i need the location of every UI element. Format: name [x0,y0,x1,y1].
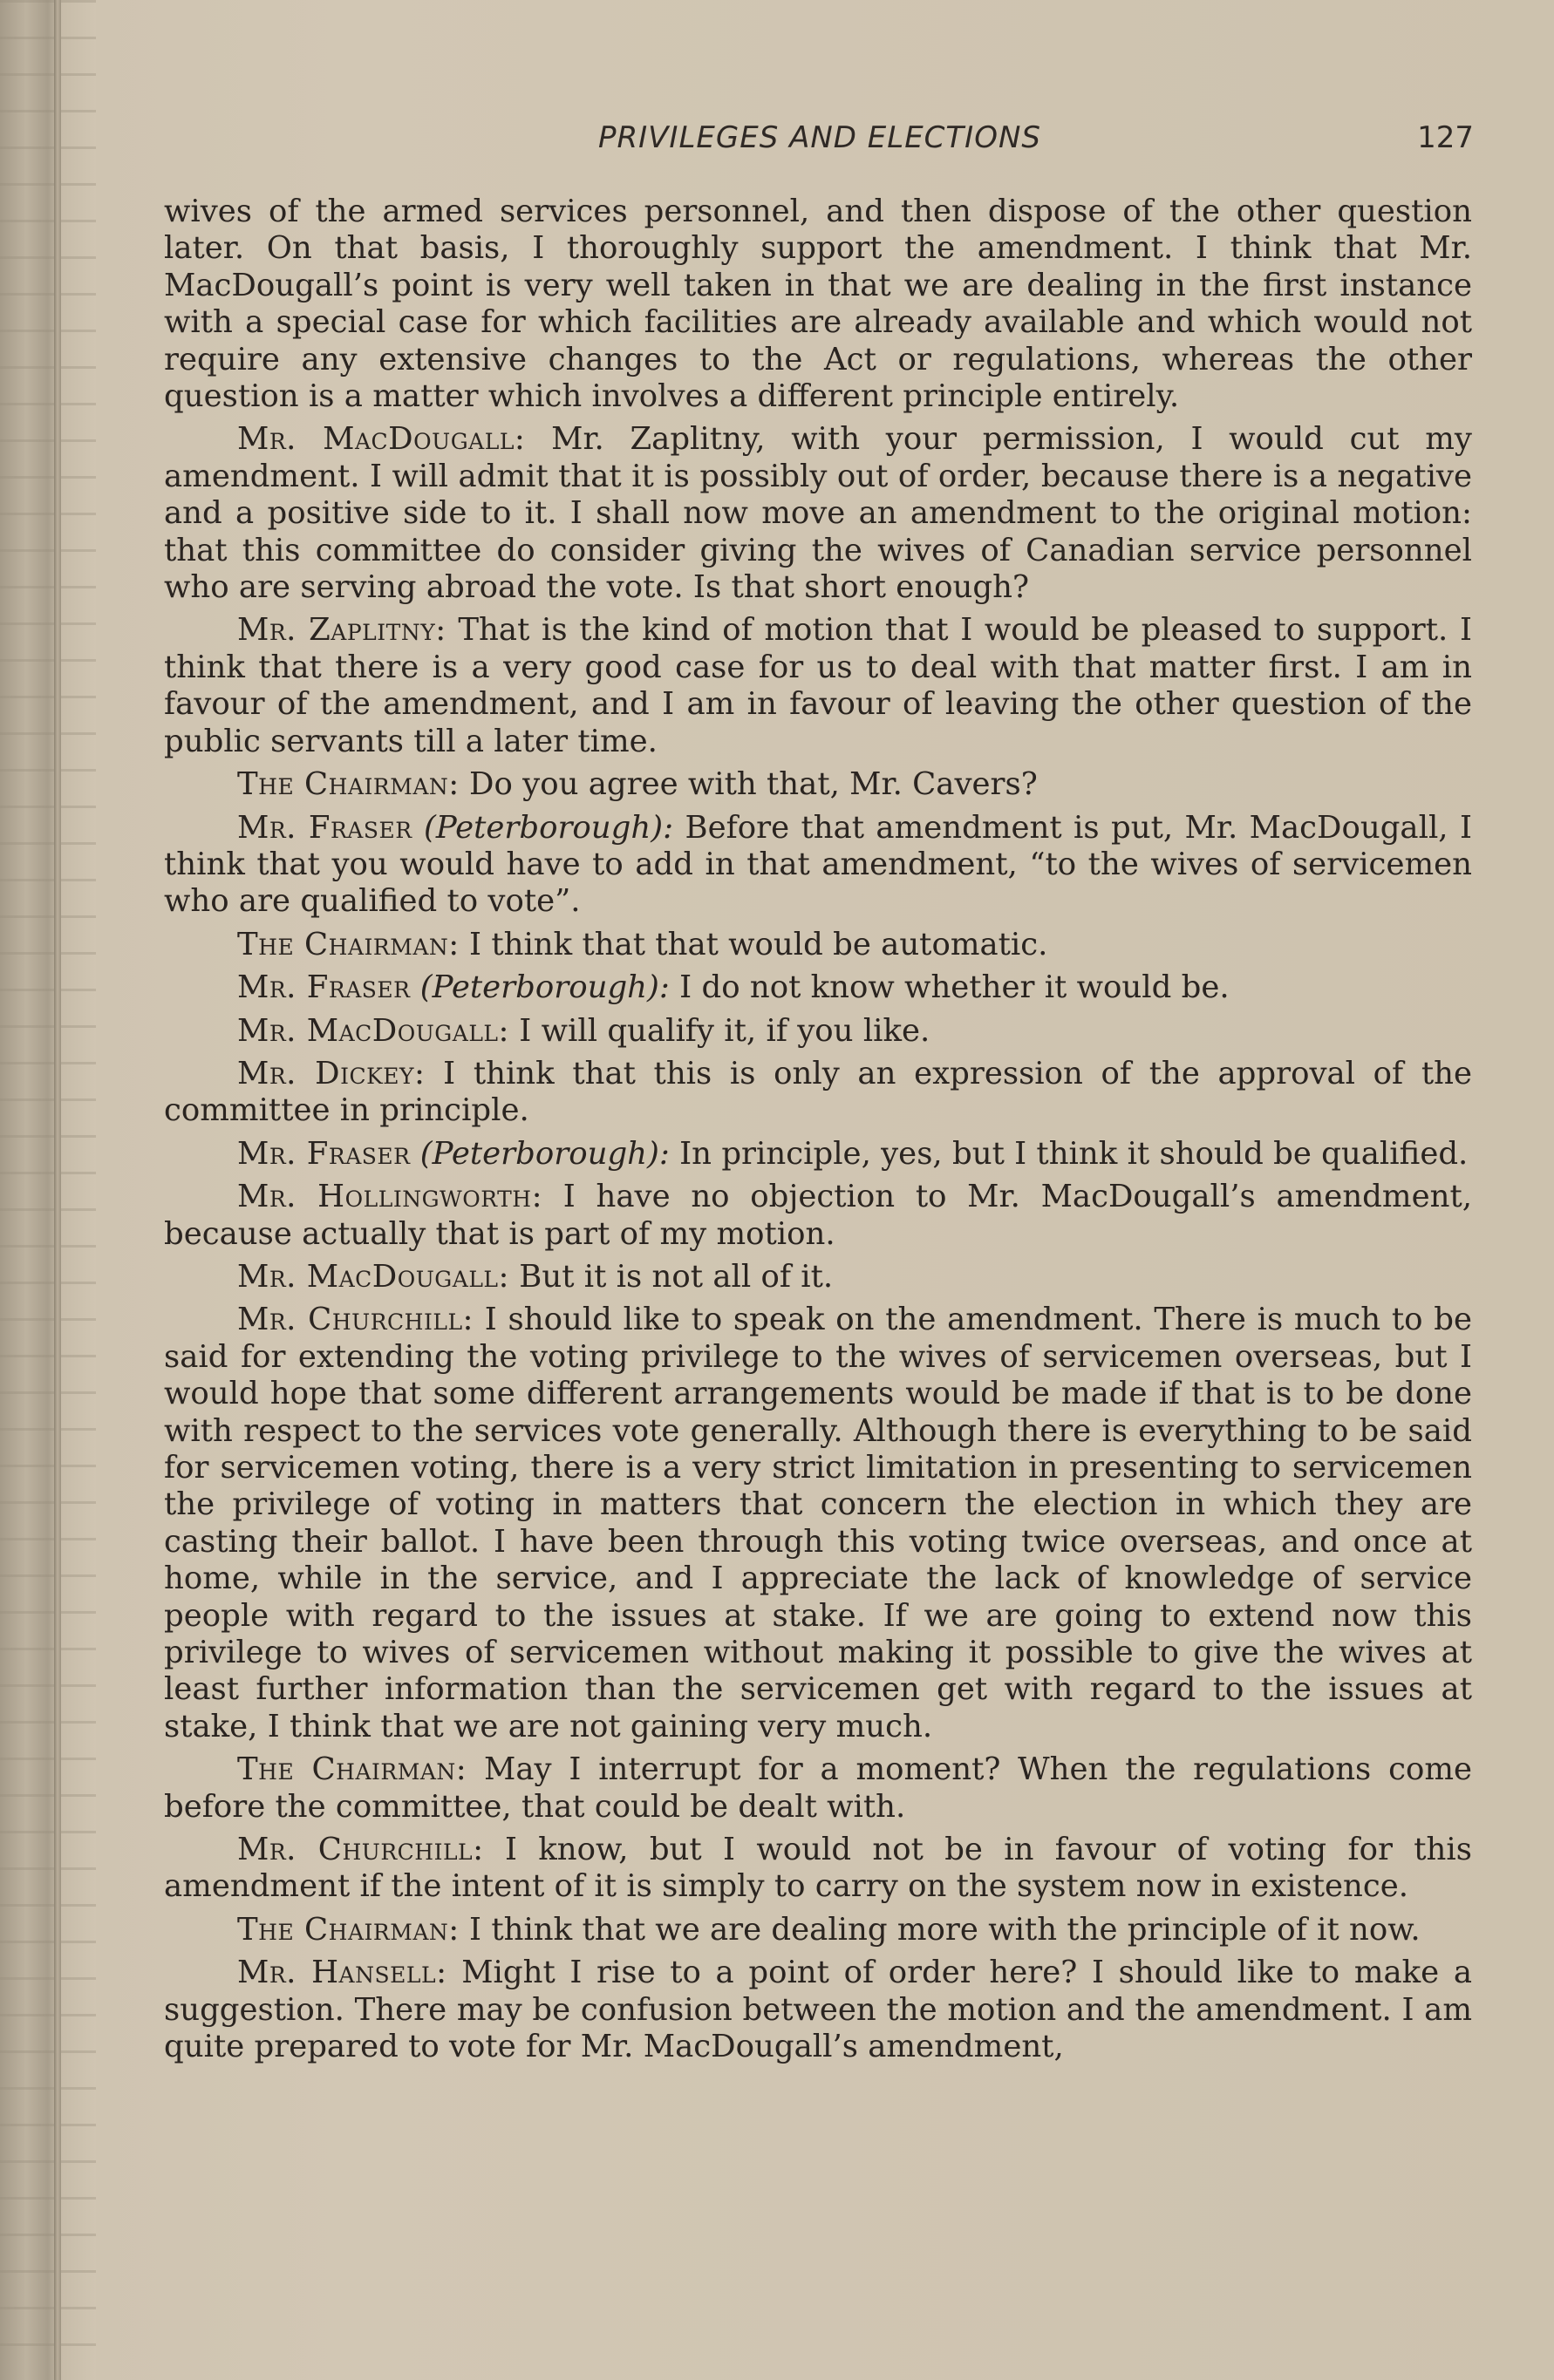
paragraph [164,421,1472,606]
paragraph [164,766,1472,803]
running-header [166,120,1474,164]
paragraph [164,1179,1472,1253]
paragraph [164,1013,1472,1050]
text-body [164,194,1472,2072]
speaker-name: Mr. Hansell: [237,1955,447,1991]
paragraph-text: Might I rise to a point of order here? I should like to make a suggestion. There may be confusion between the motion and the amendment. I am quite prepared to vote for Mr. MacDougall’s amendment, [164,1955,1472,2065]
speaker-constituency: (Peterborough): [419,969,670,1006]
speaker-name: The Chairman: [237,926,460,962]
paragraph-text: I think that we are dealing more with the principle of it now. [469,1911,1421,1948]
paragraph [164,810,1472,921]
speaker-name: Mr. Churchill: [237,1832,484,1868]
paragraph [164,1912,1472,1948]
speaker-name: Mr. Zaplitny: [237,612,446,649]
speaker-name: Mr. Churchill: [237,1302,474,1338]
paragraph-text: Before that amendment is put, Mr. MacDougall, I think that you would have to add in that amendment, “to the wives of servicemen who are qualified to vote”. [164,809,1473,920]
speaker-name: Mr. MacDougall: [237,421,526,458]
paragraph [164,194,1472,415]
book-spine-shadow [54,0,61,2380]
paragraph [164,1302,1472,1745]
paragraph-text: Mr. Zaplitny, with your permission, I would cut my amendment. I will admit that it is possibly out of order, because there is a negative and a positive side to it. I shall now move an amendment to the original motion: that this committee do consider giving the wives of Canadian service personnel who are serving abroad the vote. Is that short enough? [164,421,1472,606]
speaker-name: Mr. Fraser [237,969,411,1006]
paragraph [164,927,1472,963]
paragraph-text: But it is not all of it. [519,1258,834,1295]
paragraph [164,612,1472,760]
paragraph [164,969,1472,1006]
paragraph [164,1136,1472,1173]
paragraph-text: That is the kind of motion that I would be pleased to support. I think that there is a very good case for us to deal with that matter first. I am in favour of the amendment, and I am in favour of leaving the other question of the public servants till a later time. [164,612,1472,759]
paragraph-text: May I interrupt for a moment? When the regulations come before the committee, that could be dealt with. [164,1751,1472,1825]
paragraph-text: In principle, yes, but I think it should be qualified. [679,1135,1469,1172]
paragraph-text: I do not know whether it would be. [679,969,1230,1006]
page-number: 127 [1417,120,1474,155]
speaker-name: Mr. MacDougall: [237,1258,509,1295]
paragraph [164,1056,1472,1130]
paragraph [164,1751,1472,1826]
paragraph [164,1832,1472,1906]
paragraph-text: I have no objection to Mr. MacDougall’s amendment, because actually that is part of my motion. [164,1179,1472,1252]
paragraph-text: Do you agree with that, Mr. Cavers? [469,766,1038,803]
speaker-name: Mr. Fraser [237,1135,411,1172]
speaker-name: Mr. MacDougall: [237,1012,509,1049]
speaker-constituency: (Peterborough): [423,809,674,846]
paragraph-text: wives of the armed services personnel, and then dispose of the other question later. On that basis, I thoroughly support the amendment. I think that Mr. MacDougall’s point is very well taken in that we are dealing in the first instance with a special case for which facilities are already available and which would not require any extensive changes to the Act or regulations, whereas the other question is a matter which involves a different principle entirely. [164,194,1472,415]
speaker-name: The Chairman: [237,1911,460,1948]
speaker-name: Mr. Fraser [237,809,412,846]
running-header-title: PRIVILEGES AND ELECTIONS [598,120,1041,155]
speaker-name: Mr. Dickey: [237,1055,426,1091]
book-binding-edge [0,0,96,2380]
paragraph-text: I know, but I would not be in favour of voting for this amendment if the intent of it is simply to carry on the system now in existence. [164,1832,1472,1905]
speaker-name: The Chairman: [237,1751,467,1788]
speaker-constituency: (Peterborough): [419,1135,670,1172]
speaker-name: The Chairman: [237,766,460,803]
paragraph [164,1259,1472,1295]
paragraph-text: I should like to speak on the amendment. There is much to be said for extending the voting privilege to the wives of servicemen overseas, but I would hope that some different arrangements would be made if that is to be done with respect to the services vote generally. Although there is everything to be said for servicemen voting, there is a very strict limitation in presenting to servicemen the privilege of voting in matters that concern the election in which they are casting their ballot. I have been through this voting twice overseas, and once at home, while in the service, and I appreciate the lack of knowledge of service people with regard to the issues at stake. If we are going to extend now this privilege to wives of servicemen without making it possible to give the wives at least further information than the servicemen get with regard to the issues at stake, I think that we are not gaining very much. [164,1302,1472,1744]
paragraph-text: I will qualify it, if you like. [519,1012,930,1049]
speaker-name: Mr. Hollingworth: [237,1179,543,1215]
paragraph-text: I think that this is only an expression of the approval of the committee in principle. [164,1055,1472,1129]
paragraph [164,1955,1472,2065]
paragraph-text: I think that that would be automatic. [469,926,1048,962]
